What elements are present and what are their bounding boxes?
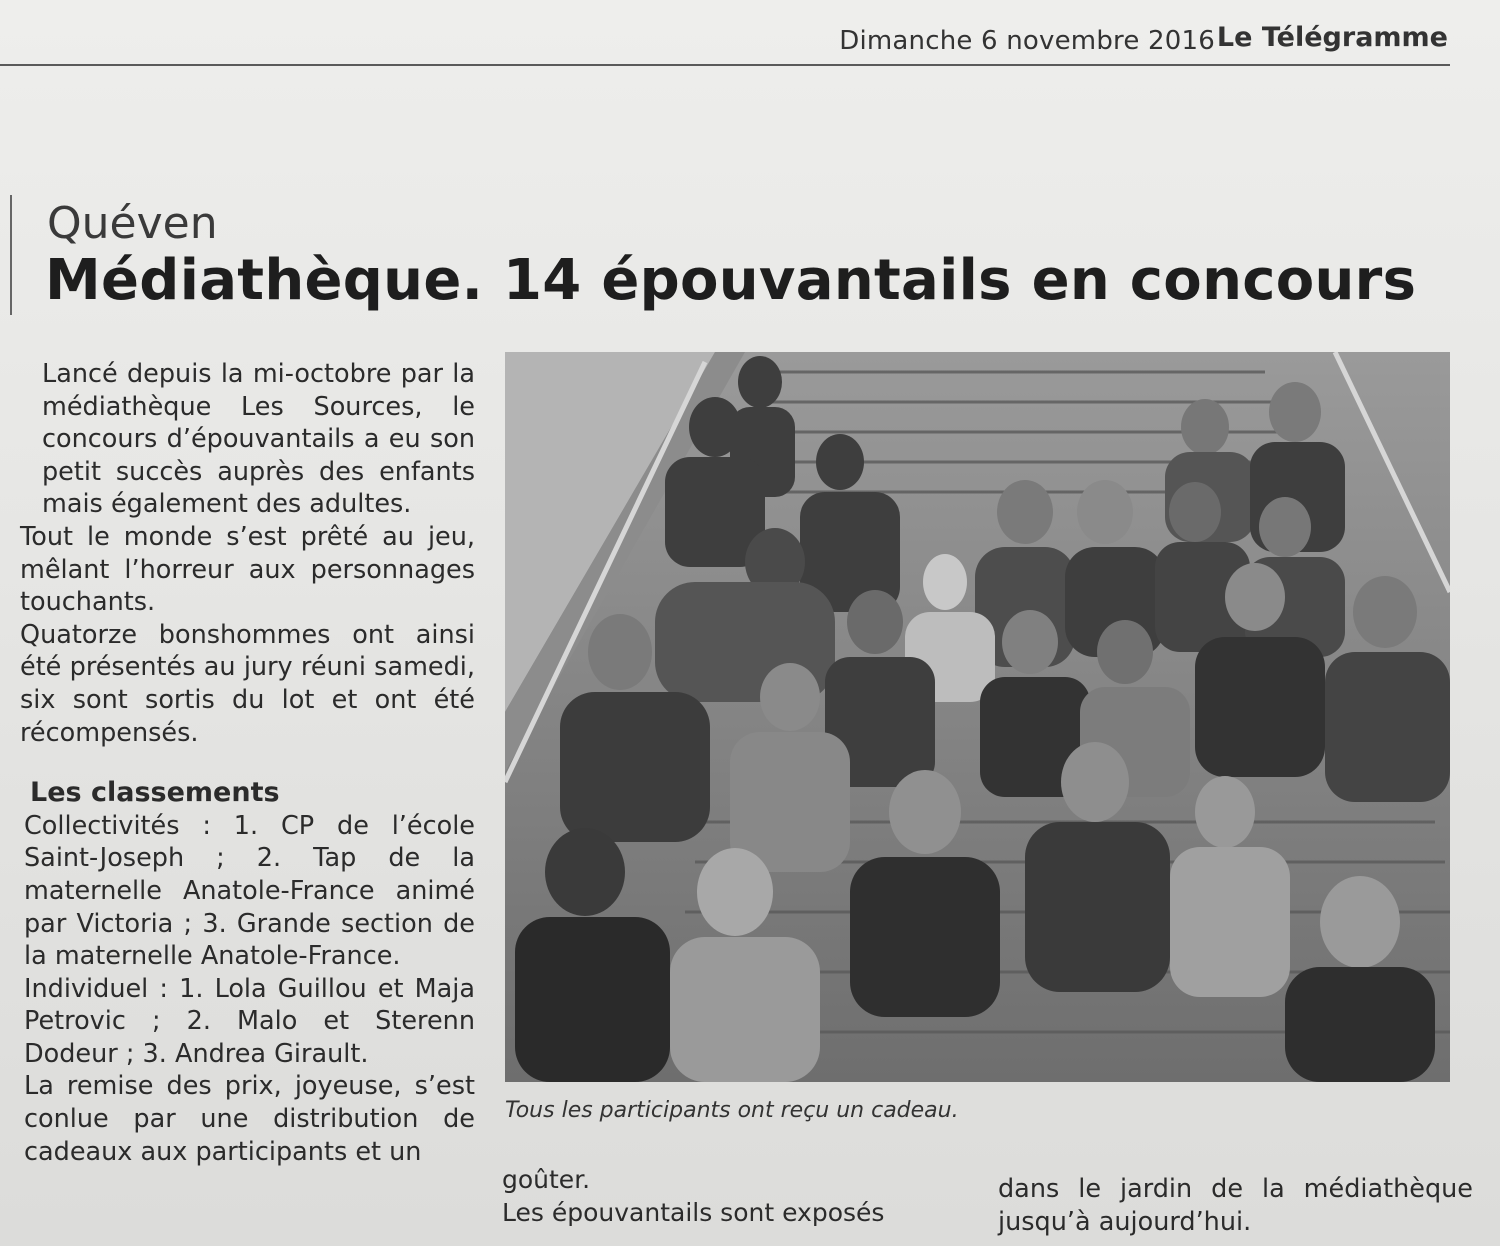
classement-paragraph: Individuel : 1. Lola Guillou et Maja Petrovic ; 2. Malo et Sterenn Dodeur ; 3. Andrea Girault. [24,973,475,1069]
article-subhead: Les classements [30,777,280,809]
classement-paragraph: La remise des prix, joyeuse, s’est conlue par une distribution de cadeaux aux participants et un [24,1071,475,1167]
article-continuation: goûter. [502,1165,591,1194]
article-continuation: dans le jardin de la médiathèque jusqu’à aujourd’hui. [998,1174,1473,1237]
issue-date: Dimanche 6 novembre 2016 [839,26,1215,56]
photo-caption: Tous les participants ont reçu un cadeau. [505,1098,959,1123]
newspaper-name: Le Télégramme [1216,22,1448,53]
classement-paragraph: Collectivités : 1. CP de l’école Saint-Joseph ; 2. Tap de la maternelle Anatole-France animé par Victoria ; 3. Grande section de la maternelle Anatole-France. [24,810,475,972]
article-headline: Médiathèque. 14 épouvantails en concours [45,248,1417,313]
article-photo [505,352,1450,1082]
article-column-right [998,1173,1473,1239]
article-continuation: Les épouvantails sont exposés [502,1198,885,1227]
article-column-middle [502,1163,962,1229]
article-paragraph: Lancé depuis la mi-octobre par la médiathèque Les Sources, le concours d’épouvantails a eu son petit succès auprès des enfants mais également des adultes. [42,359,475,520]
article-paragraph: Tout le monde s’est prêté au jeu, mêlant l’horreur aux personnages touchants. [20,521,475,618]
article-side-rule [10,195,12,315]
header-divider [0,64,1450,66]
article-paragraph: Quatorze bonshommes ont ainsi été présentés au jury réuni samedi, six sont sortis du lot et ont été récompensés. [20,619,475,748]
article-column-left [20,358,475,1168]
group-photo-illustration [505,352,1450,1082]
article-location: Quéven [47,198,218,249]
